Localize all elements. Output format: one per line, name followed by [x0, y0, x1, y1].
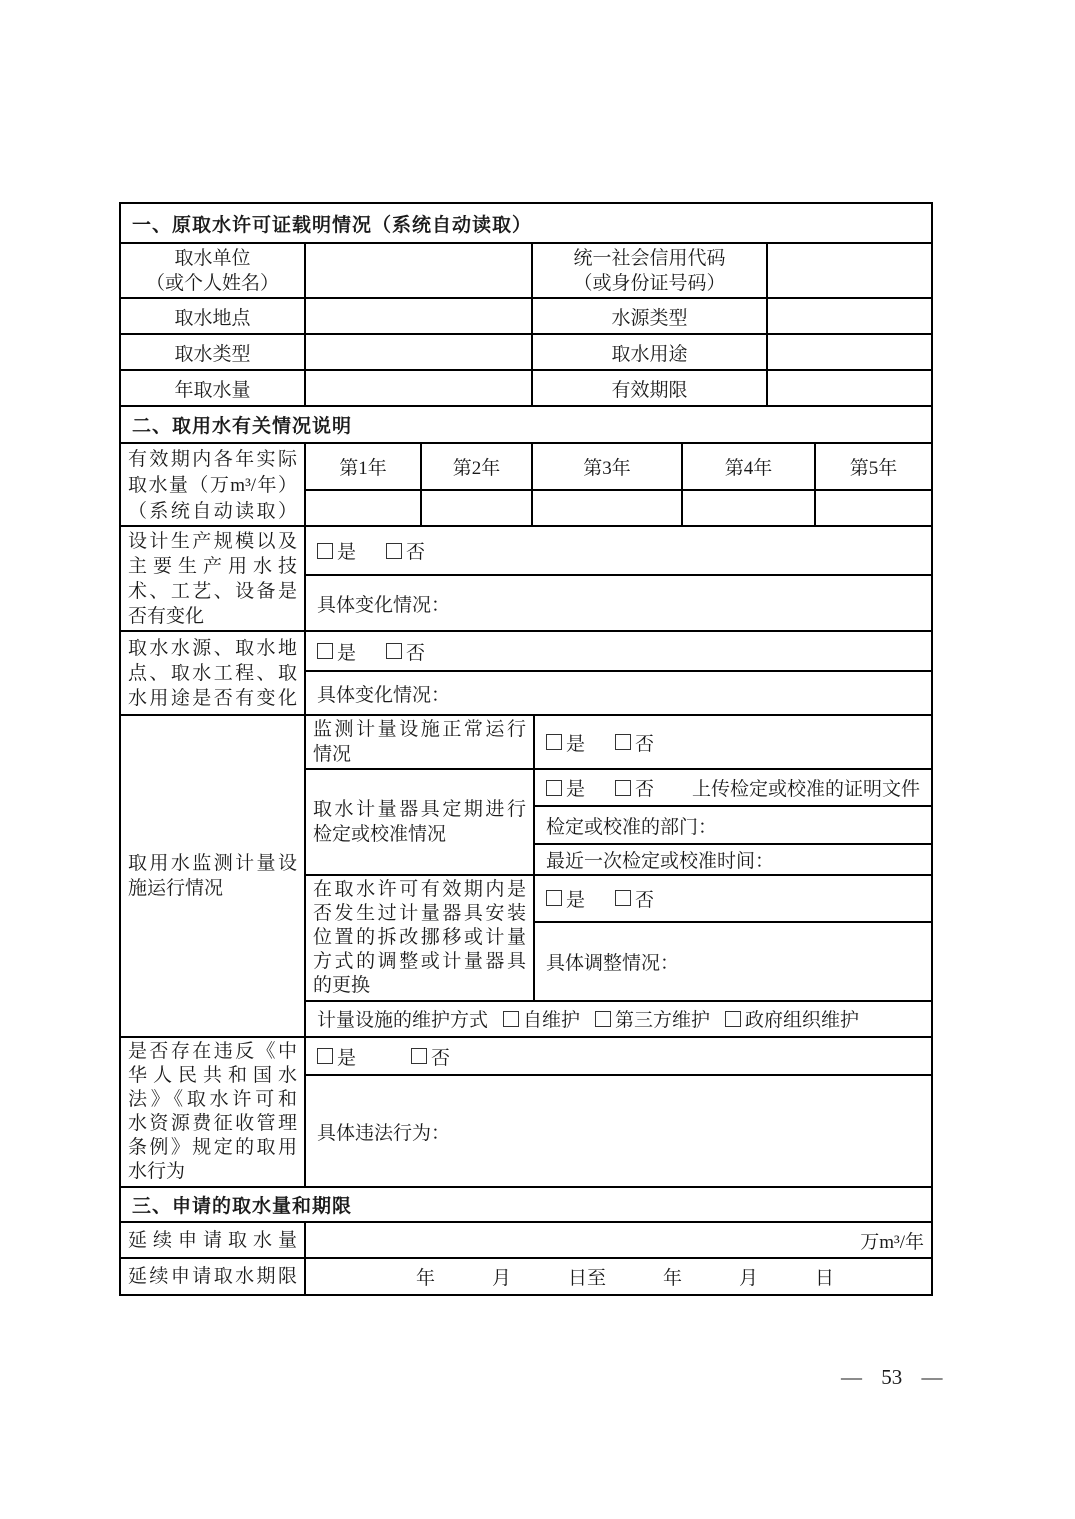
annual-intake-value-cell[interactable] [304, 371, 531, 405]
label-line: 取水量（万m³/年） [128, 475, 297, 496]
design-change-detail-cell[interactable] [306, 574, 931, 630]
checkbox-icon [546, 890, 562, 906]
label-line: 在取水许可有效期内是 [313, 878, 526, 900]
no-label: 否 [635, 779, 655, 800]
label-line: 的更换 [313, 974, 371, 996]
page-number: — 53 — [841, 1365, 943, 1389]
calibration-row [306, 768, 931, 874]
no-label: 否 [431, 1047, 451, 1069]
normal-operation-no-checkbox[interactable] [615, 729, 654, 756]
label-line: 水用途是否有变化 [128, 687, 297, 709]
normal-operation-yes-checkbox[interactable] [546, 729, 585, 756]
detail-label: 最近一次检定或校准时间： [546, 850, 775, 872]
option-label: 第三方维护 [615, 1010, 711, 1032]
year5-column [814, 444, 931, 525]
source-change-yes-checkbox[interactable] [317, 638, 356, 665]
source-change-cells [304, 632, 931, 714]
detail-label: 具体违法行为： [317, 1122, 451, 1144]
detail-label: 具体调整情况： [546, 952, 680, 974]
renewal-amount-unit: 万m³/年 [860, 1231, 924, 1253]
checkbox-icon [595, 1011, 611, 1027]
checkbox-icon [503, 1011, 519, 1027]
yearly-intake-row [121, 442, 931, 525]
renewal-amount-row [121, 1221, 931, 1257]
option-label: 政府组织维护 [745, 1010, 860, 1032]
source-change-options [306, 632, 931, 670]
water-permit-renewal-form [119, 202, 933, 1296]
detail-label: 具体变化情况： [317, 684, 451, 706]
no-label: 否 [635, 733, 655, 755]
intake-unit-label [121, 244, 304, 297]
design-change-yes-checkbox[interactable] [317, 537, 356, 564]
normal-operation-label [306, 716, 533, 768]
checkbox-icon [386, 643, 402, 659]
source-change-detail-cell[interactable] [306, 670, 931, 714]
section2-header-row [121, 405, 931, 442]
yes-label: 是 [337, 1047, 357, 1069]
design-change-label [121, 527, 304, 630]
no-label: 否 [635, 889, 655, 911]
no-label: 否 [406, 642, 426, 664]
section3-title: 三、申请的取水量和期限 [132, 1196, 353, 1217]
year1-column [304, 444, 420, 525]
year1-header: 第1年 [339, 458, 387, 479]
table-row [121, 242, 931, 297]
year1-value-cell[interactable] [306, 489, 420, 525]
year2-value-cell[interactable] [422, 489, 531, 525]
validity-period-label: 有效期限 [531, 371, 766, 405]
normal-operation-row [306, 716, 931, 768]
yes-label: 是 [566, 733, 586, 755]
no-label: 否 [406, 542, 426, 563]
label-line: 水资源费征收管理 [128, 1113, 297, 1134]
detail-label: 检定或校准的部门： [546, 816, 718, 838]
checkbox-icon [386, 543, 402, 559]
intake-type-value-cell[interactable] [304, 335, 531, 369]
table-row [121, 333, 931, 369]
label-line: （或身份证号码） [573, 272, 726, 294]
renewal-period-value-cell[interactable] [304, 1259, 931, 1294]
section1-title: 一、原取水许可证载明情况（系统自动读取） [132, 214, 533, 236]
renewal-amount-label: 延续申请取水量 [128, 1229, 297, 1251]
option-label: 自维护 [523, 1010, 581, 1032]
label-line: （或个人姓名） [145, 272, 279, 294]
adjustment-row [306, 874, 931, 1000]
year3-header: 第3年 [583, 458, 631, 479]
yes-label: 是 [337, 642, 357, 664]
table-row [121, 369, 931, 405]
design-change-cells [304, 527, 931, 630]
yes-label: 是 [566, 889, 586, 911]
adjustment-no-checkbox[interactable] [615, 885, 654, 912]
label-line: 水行为 [128, 1161, 186, 1182]
adjustment-yes-checkbox[interactable] [546, 885, 585, 912]
label-line: 术、工艺、设备是 [128, 580, 297, 602]
year4-column [681, 444, 814, 525]
year4-header: 第4年 [724, 458, 773, 479]
maintenance-self-checkbox[interactable] [503, 1005, 580, 1032]
calibration-label [306, 770, 533, 874]
section3-header-row [121, 1186, 931, 1221]
adjustment-cells [533, 876, 931, 1000]
label-line: 点、取水工程、取 [128, 662, 297, 684]
credit-code-value-cell[interactable] [766, 244, 931, 297]
metering-group-cells [304, 716, 931, 1036]
checkbox-icon [317, 643, 333, 659]
water-source-type-value-cell[interactable] [766, 299, 931, 333]
label-line: 统一社会信用代码 [573, 247, 726, 269]
violation-no-checkbox[interactable] [411, 1043, 450, 1070]
checkbox-icon [546, 734, 562, 750]
label-line: 取水计量器具定期进行 [313, 798, 526, 820]
label-line: 否发生过计量器具安装 [313, 902, 526, 924]
violation-detail-cell[interactable] [306, 1074, 931, 1186]
year2-header: 第2年 [452, 458, 501, 479]
intake-location-value-cell[interactable] [304, 299, 531, 333]
intake-unit-value-cell[interactable] [304, 244, 531, 297]
violation-cells [304, 1038, 931, 1186]
intake-location-label: 取水地点 [174, 307, 251, 329]
violation-row [121, 1036, 931, 1186]
annual-intake-label: 年取水量 [174, 379, 251, 401]
calibration-cells [533, 770, 931, 874]
credit-code-label [531, 244, 766, 297]
label-line: 取水单位 [174, 247, 251, 269]
yes-label: 是 [566, 779, 586, 800]
table-row [121, 297, 931, 333]
label-line: 取水水源、取水地 [128, 637, 297, 659]
renewal-amount-value-cell[interactable] [304, 1223, 931, 1257]
checkbox-icon [615, 890, 631, 906]
label-line: 位置的拆改挪移或计量 [313, 926, 526, 948]
calibration-yes-checkbox[interactable] [546, 774, 585, 801]
upload-certificate-hint[interactable]: 上传检定或校准的证明文件 [692, 779, 921, 800]
checkbox-icon [317, 1048, 333, 1064]
yes-label: 是 [337, 542, 357, 563]
year5-header: 第5年 [849, 458, 898, 479]
source-change-label [121, 632, 304, 714]
maintenance-government-checkbox[interactable] [725, 1005, 859, 1032]
checkbox-icon [546, 780, 562, 796]
metering-group-row [121, 714, 931, 1036]
design-change-no-checkbox[interactable] [386, 537, 425, 564]
label-line: 取用水监测计量设 [128, 853, 297, 874]
section1-header-row [121, 204, 931, 242]
label-line: 方式的调整或计量器具 [313, 950, 526, 972]
label-line: 条例》规定的取用 [128, 1137, 297, 1158]
water-source-type-label: 水源类型 [531, 299, 766, 333]
checkbox-icon [317, 543, 333, 559]
year5-value-cell[interactable] [816, 489, 931, 525]
label-line: 法》《取水许可和 [128, 1089, 297, 1110]
maintenance-mode-row [306, 1000, 931, 1036]
section2-title: 二、取用水有关情况说明 [132, 416, 353, 437]
label-line: 施运行情况 [128, 878, 224, 899]
label-line: 主要生产用水技 [128, 555, 297, 577]
year4-value-cell[interactable] [683, 489, 814, 525]
calibration-options [535, 770, 931, 805]
maintenance-mode-label: 计量设施的维护方式 [317, 1010, 489, 1032]
label-line: 检定或校准情况 [313, 823, 447, 845]
intake-purpose-label: 取水用途 [531, 335, 766, 369]
label-line: （系统自动读取） [128, 501, 297, 522]
intake-purpose-value-cell[interactable] [766, 335, 931, 369]
yearly-intake-label [121, 444, 304, 525]
adjustment-options [535, 876, 931, 921]
design-change-row [121, 525, 931, 630]
label-line: 华人民共和国水 [128, 1065, 297, 1086]
year3-column [531, 444, 681, 525]
maintenance-thirdparty-checkbox[interactable] [595, 1005, 710, 1032]
violation-label [121, 1038, 304, 1186]
metering-group-label [121, 716, 304, 1036]
validity-period-value-cell[interactable] [766, 371, 931, 405]
design-change-options [306, 527, 931, 574]
label-line: 情况 [313, 744, 352, 765]
source-change-row [121, 630, 931, 714]
label-line: 有效期内各年实际 [128, 449, 297, 470]
label-line: 是否存在违反《中 [128, 1041, 297, 1062]
year3-value-cell[interactable] [533, 489, 681, 525]
renewal-period-value: 年 月 日至 年 月 日 [416, 1268, 835, 1289]
renewal-period-row [121, 1257, 931, 1294]
checkbox-icon [615, 734, 631, 750]
calibration-no-checkbox[interactable] [615, 774, 654, 801]
adjustment-label [306, 876, 533, 1000]
checkbox-icon [411, 1048, 427, 1064]
label-line: 监测计量设施正常运行 [313, 719, 526, 740]
label-line: 否有变化 [128, 605, 205, 627]
label-line: 设计生产规模以及 [128, 530, 297, 552]
normal-operation-options [533, 716, 931, 768]
intake-type-label: 取水类型 [174, 343, 251, 365]
calibration-department-cell[interactable] [535, 805, 931, 843]
renewal-period-label: 延续申请取水期限 [128, 1266, 297, 1287]
checkbox-icon [615, 780, 631, 796]
calibration-last-time-cell[interactable] [535, 843, 931, 874]
checkbox-icon [725, 1011, 741, 1027]
detail-label: 具体变化情况： [317, 594, 451, 616]
source-change-no-checkbox[interactable] [386, 638, 425, 665]
violation-options [306, 1038, 931, 1074]
year2-column [420, 444, 531, 525]
violation-yes-checkbox[interactable] [317, 1043, 356, 1070]
adjustment-detail-cell[interactable] [535, 921, 931, 1000]
